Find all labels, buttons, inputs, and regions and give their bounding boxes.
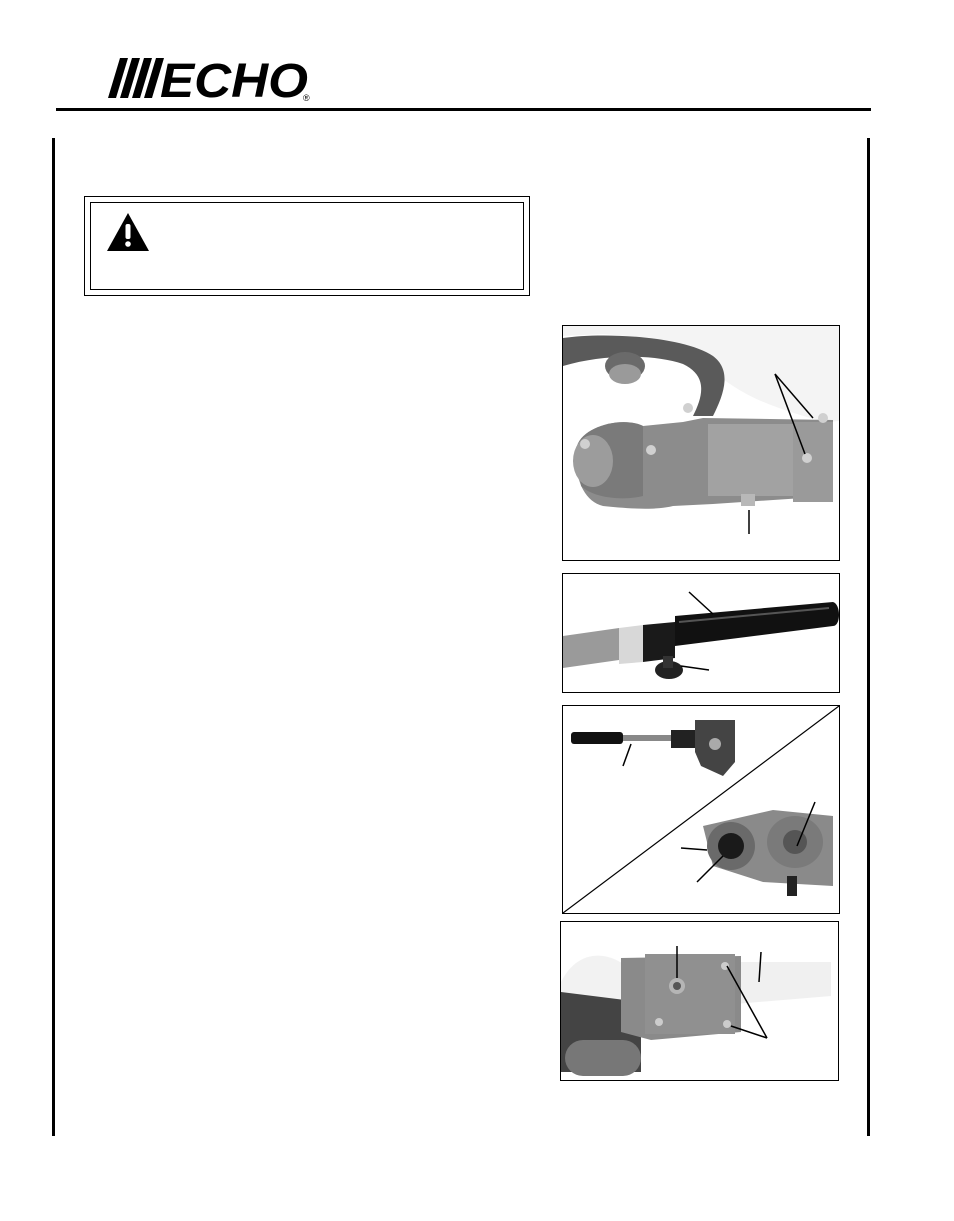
gearbox-mounting-photo bbox=[562, 325, 840, 561]
registered-mark: ® bbox=[303, 93, 310, 102]
warning-box-inner bbox=[90, 202, 524, 290]
logo-speed-stripes-icon bbox=[108, 58, 164, 98]
logo-wordmark: ECHO bbox=[160, 55, 308, 102]
drive-shaft-insertion-photo bbox=[562, 705, 840, 914]
shaft-tube-knob-photo bbox=[562, 573, 840, 693]
warning-triangle-icon bbox=[105, 211, 151, 253]
left-margin-rule bbox=[52, 138, 55, 1136]
gearbox-clamp-bolts-photo bbox=[560, 921, 839, 1081]
warning-box bbox=[84, 196, 530, 296]
echo-logo bbox=[108, 54, 318, 102]
right-margin-rule bbox=[867, 138, 870, 1136]
header-rule bbox=[56, 108, 871, 111]
